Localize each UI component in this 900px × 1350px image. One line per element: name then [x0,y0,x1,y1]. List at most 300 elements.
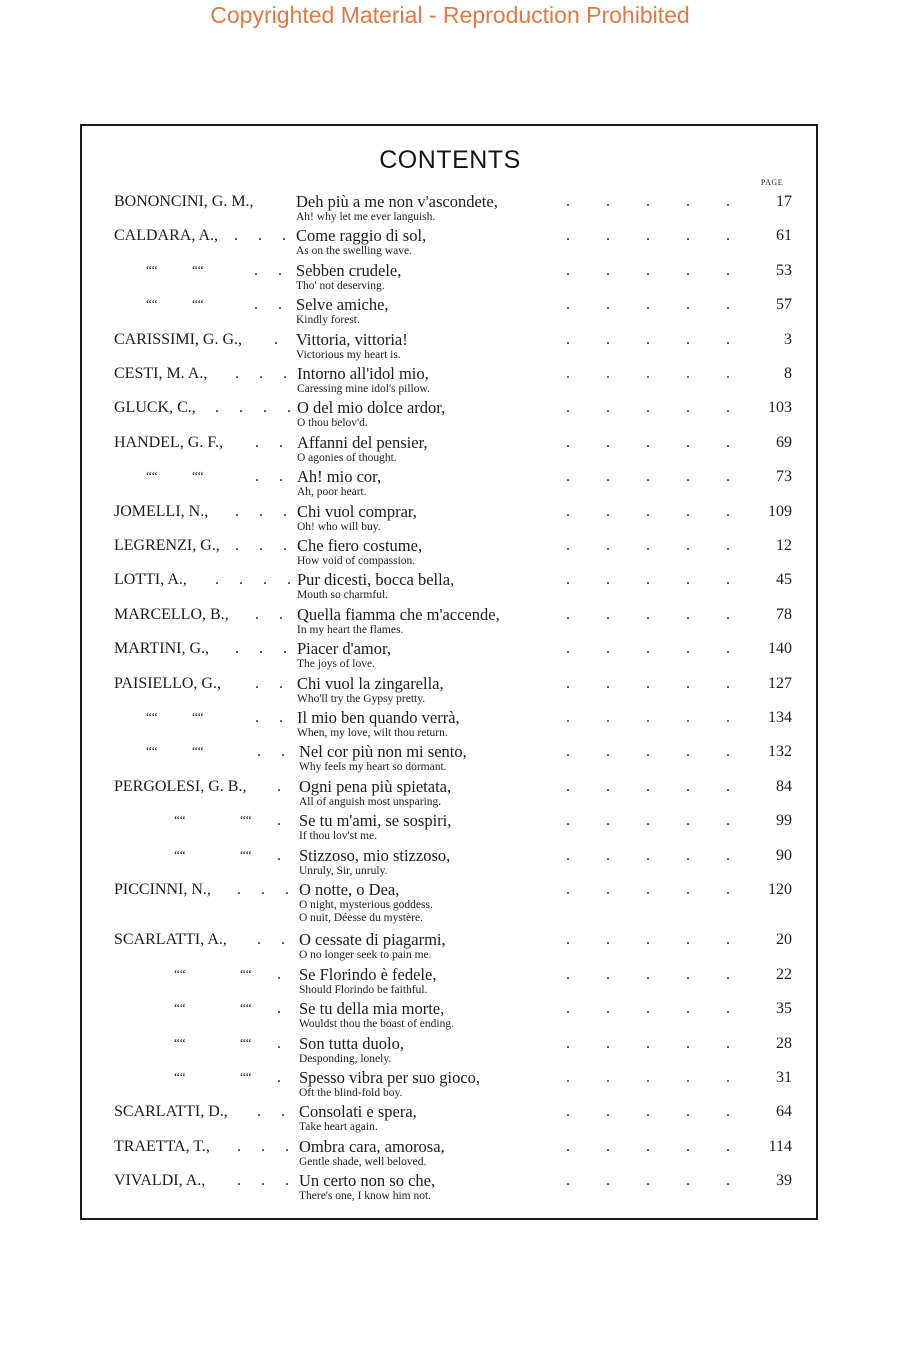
page-number: 64 [776,1103,792,1121]
leader-dot: . [686,1034,690,1052]
leader-dot: . [686,1172,690,1190]
leader-dot: . [646,709,650,726]
composer-name: BONONCINI, G. M., [114,193,254,210]
ditto-mark: ““ [240,965,252,981]
leader-dot: . [726,502,730,520]
leader-dot: . [686,1000,690,1018]
song-translation: O no longer seek to pain me. [299,949,432,962]
composer-leader-dots: . [277,1069,289,1086]
ditto-mark: ““ [192,468,204,484]
leader-dot: . [646,965,650,983]
leader-dot: . [646,1000,650,1018]
leader-dot: . [646,399,650,417]
table-row [0,812,900,846]
table-row [0,537,900,571]
page-number: 20 [776,931,792,949]
composer-leader-dots: . [277,965,289,983]
song-title: Ogni pena più spietata, All of anguish most unsparing. [299,776,452,808]
song-translation: O thou belov'd. [297,417,368,430]
song-title: Spesso vibra per suo gioco, Oft the blind-fold boy. [299,1068,481,1099]
ditto-mark: ““ [240,1000,252,1016]
song-translation: Oft the blind-fold boy. [299,1087,403,1099]
ditto-mark: ““ [174,1069,186,1084]
leader-dot: . [646,1137,650,1155]
page-number: 69 [776,433,792,451]
song-title: Se Florindo è fedele, Should Florindo be faithful. [299,964,437,996]
table-row [0,262,900,296]
leader-dot: . [726,1137,730,1155]
song-title: Quella fiamma che m'accende, In my heart the flames. [297,604,500,636]
page-number: 12 [776,537,792,554]
page-number: 140 [768,640,792,658]
leader-dot: . [646,571,650,589]
leader-dot: . [606,1103,610,1121]
composer-name: VIVALDI, A., [114,1172,206,1190]
table-row [0,1035,900,1069]
leader-dot: . [566,502,570,520]
composer-leader-dots: . . [255,605,291,623]
leader-dot: . [686,1069,690,1086]
song-title: Stizzoso, mio stizzoso, Unruly, Sir, unruly. [299,845,451,877]
composer-leader-dots: . [277,812,289,830]
song-translation: All of anguish most unsparing. [299,795,442,808]
leader-dot: . [606,640,610,658]
table-row [0,606,900,640]
table-row [0,1000,900,1034]
leader-dot: . [646,777,650,795]
leader-dot: . [686,709,690,726]
song-translation: Tho' not deserving. [296,279,385,292]
page-number: 61 [776,227,792,245]
leader-dot: . [606,571,610,589]
leader-dot: . [646,330,650,348]
composer-leader-dots: . . [255,433,291,451]
song-title: Chi vuol comprar, Oh! who will buy. [297,501,417,533]
ditto-mark: ““ [240,1034,252,1050]
leader-dot: . [566,743,570,761]
leader-dot: . [686,881,690,898]
ditto-mark: ““ [146,709,158,724]
leader-dot: . [606,433,610,451]
composer-name: CARISSIMI, G. G., [114,330,243,348]
leader-dot: . [566,1000,570,1018]
page-number: 31 [776,1069,792,1086]
leader-dot: . [646,881,650,898]
composer-leader-dots: . . [255,674,291,692]
leader-dot: . [726,709,730,726]
leader-dot: . [566,640,570,658]
composer-name: MARTINI, G., [114,640,210,658]
leader-dot: . [686,965,690,983]
song-translation: As on the swelling wave. [296,245,412,258]
song-title: Sebben crudele, Tho' not deserving. [296,260,402,292]
leader-dot: . [686,674,690,692]
song-translation: In my heart the flames. [297,623,404,636]
ditto-mark: ““ [192,261,204,277]
leader-dot: . [686,330,690,348]
leader-dot: . [726,365,730,382]
leader-dot: . [566,433,570,451]
composer-leader-dots: . . [255,468,291,486]
table-row [0,743,900,777]
leader-dot: . [686,931,690,949]
song-translation: When, my love, wilt thou return. [297,727,448,739]
ditto-mark: ““ [240,812,252,828]
page-number: 57 [776,296,792,314]
leader-dot: . [566,193,570,210]
leader-dot: . [646,931,650,949]
song-translation: O nuit, Déesse du mystère. [299,912,423,924]
page-number: 120 [768,881,792,898]
song-title: Vittoria, vittoria! Victorious my heart is. [296,329,408,361]
leader-dot: . [726,433,730,451]
song-title: Se tu della mia morte, Wouldst thou the boast of ending. [299,999,454,1031]
composer-leader-dots: . . . [237,881,297,898]
page-number: 114 [768,1137,792,1155]
leader-dot: . [726,1034,730,1052]
song-title: Ah! mio cor, Ah, poor heart. [297,467,382,499]
song-translation: Who'll try the Gypsy pretty. [297,692,426,705]
leader-dot: . [726,640,730,658]
leader-dot: . [566,709,570,726]
leader-dot: . [686,261,690,279]
page-number: 39 [776,1172,792,1190]
leader-dot: . [726,743,730,761]
composer-name: SCARLATTI, D., [114,1103,228,1121]
leader-dot: . [566,1137,570,1155]
ditto-mark: ““ [174,965,186,981]
leader-dot: . [726,399,730,417]
page-number: 17 [776,193,792,210]
leader-dot: . [686,846,690,864]
song-translation: Ah, poor heart. [297,486,367,499]
copyright-watermark: Copyrighted Material - Reproduction Prohibited [210,2,690,28]
leader-dot: . [606,777,610,795]
song-title: Consolati e spera, Take heart again. [299,1102,417,1134]
leader-dot: . [726,296,730,314]
song-title: Un certo non so che, There's one, I know him not. [299,1171,436,1203]
song-translation: Gentle shade, well beloved. [299,1155,427,1168]
leader-dot: . [566,881,570,898]
leader-dot: . [566,812,570,830]
composer-leader-dots: . . [257,743,293,761]
page-title: CONTENTS [379,146,521,174]
composer-leader-dots: . . . [235,502,295,520]
composer-leader-dots: . . . [237,1137,297,1155]
page-number: 90 [776,846,792,864]
ditto-mark: ““ [146,261,158,277]
song-translation: Why feels my heart so dormant. [299,761,447,774]
leader-dot: . [566,365,570,382]
table-row [0,880,900,924]
leader-dot: . [606,1069,610,1086]
leader-dot: . [566,1172,570,1190]
page-number: 73 [776,468,792,486]
leader-dot: . [606,365,610,382]
leader-dot: . [566,227,570,245]
song-translation: There's one, I know him not. [299,1190,432,1203]
song-title: Come raggio di sol, As on the swelling wave. [296,226,427,258]
page-number: 109 [768,502,792,520]
song-translation: O agonies of thought. [297,451,397,464]
song-title: Nel cor più non mi sento, Why feels my heart so dormant. [299,742,467,774]
song-translation: O night, mysterious goddess. [299,899,433,911]
ditto-mark: ““ [174,846,186,862]
leader-dot: . [686,1137,690,1155]
song-translation: Caressing mine idol's pillow. [297,383,430,395]
composer-leader-dots: . [277,1034,289,1052]
composer-name: MARCELLO, B., [114,605,229,623]
ditto-mark: ““ [192,709,204,724]
leader-dot: . [726,193,730,210]
leader-dot: . [646,1172,650,1190]
song-translation: The joys of love. [297,658,375,671]
ditto-mark: ““ [146,296,158,312]
leader-dot: . [726,1103,730,1121]
composer-leader-dots: . [277,1000,289,1018]
table-row [0,296,900,330]
leader-dot: . [686,296,690,314]
song-title: Chi vuol la zingarella, Who'll try the Gypsy pretty. [297,673,444,705]
leader-dot: . [726,674,730,692]
leader-dot: . [726,605,730,623]
table-row [0,966,900,1000]
leader-dot: . [686,605,690,623]
leader-dot: . [606,1137,610,1155]
song-translation: Oh! who will buy. [297,520,381,533]
leader-dot: . [726,965,730,983]
leader-dot: . [606,931,610,949]
leader-dot: . [606,965,610,983]
leader-dot: . [606,227,610,245]
leader-dot: . [566,1103,570,1121]
ditto-mark: ““ [174,1000,186,1016]
table-row [0,193,900,227]
composer-leader-dots: . . [257,931,293,949]
composer-leader-dots: . [277,846,289,864]
table-row [0,399,900,433]
leader-dot: . [726,1069,730,1086]
ditto-mark: ““ [240,846,252,862]
leader-dot: . [686,399,690,417]
composer-leader-dots: . . . [235,365,295,382]
table-row [0,434,900,468]
song-translation: Mouth so charmful. [297,589,389,602]
table-row [0,571,900,605]
leader-dot: . [726,1172,730,1190]
composer-leader-dots: . . . [234,227,294,245]
leader-dot: . [646,605,650,623]
table-row [0,365,900,399]
leader-dot: . [646,227,650,245]
leader-dot: . [606,330,610,348]
leader-dot: . [646,296,650,314]
ditto-mark: ““ [146,468,158,484]
song-translation: Ah! why let me ever languish. [296,211,436,223]
composer-leader-dots: . . [254,261,290,279]
leader-dot: . [686,468,690,486]
song-title: Pur dicesti, bocca bella, Mouth so charmful. [297,570,455,602]
leader-dot: . [686,537,690,554]
table-row [0,1103,900,1137]
song-title: Affanni del pensier, O agonies of thought. [297,432,428,464]
leader-dot: . [566,605,570,623]
leader-dot: . [646,468,650,486]
leader-dot: . [726,931,730,949]
ditto-mark: ““ [192,296,204,312]
leader-dot: . [686,743,690,761]
leader-dot: . [606,812,610,830]
song-title: Son tutta duolo, Desponding, lonely. [299,1033,404,1065]
leader-dot: . [566,965,570,983]
leader-dot: . [606,846,610,864]
song-title: Piacer d'amor, The joys of love. [297,639,391,671]
page-number: 132 [768,743,792,761]
table-row [0,1138,900,1172]
composer-name: HANDEL, G. F., [114,433,223,451]
leader-dot: . [726,777,730,795]
composer-name: PAISIELLO, G., [114,674,221,692]
composer-name: LEGRENZI, G., [114,537,220,554]
leader-dot: . [726,881,730,898]
leader-dot: . [686,640,690,658]
song-title: Che fiero costume, How void of compassion. [297,536,423,567]
composer-name: SCARLATTI, A., [114,931,227,949]
leader-dot: . [646,846,650,864]
leader-dot: . [566,931,570,949]
table-row [0,1172,900,1206]
leader-dot: . [646,502,650,520]
leader-dot: . [726,537,730,554]
leader-dot: . [686,502,690,520]
leader-dot: . [646,537,650,554]
song-title: Se tu m'ami, se sospiri, If thou lov'st me. [299,811,452,843]
leader-dot: . [646,640,650,658]
leader-dot: . [566,296,570,314]
leader-dot: . [606,502,610,520]
page-number: 3 [784,330,792,348]
leader-dot: . [646,1069,650,1086]
table-row [0,468,900,502]
composer-name: JOMELLI, N., [114,502,209,520]
leader-dot: . [686,227,690,245]
composer-leader-dots: . . [255,709,291,726]
composer-leader-dots: . . . [237,1172,297,1190]
leader-dot: . [566,1069,570,1086]
song-translation: Wouldst thou the boast of ending. [299,1018,454,1031]
composer-name: GLUCK, C., [114,399,196,417]
leader-dot: . [606,674,610,692]
leader-dot: . [686,777,690,795]
leader-dot: . [606,1172,610,1190]
song-translation: Take heart again. [299,1121,378,1134]
leader-dot: . [606,1034,610,1052]
composer-name: CESTI, M. A., [114,365,208,382]
leader-dot: . [686,365,690,382]
ditto-mark: ““ [146,743,158,759]
song-title: O notte, o Dea, O night, mysterious goddess. O nuit, Déesse du mystère. [299,880,433,924]
leader-dot: . [606,1000,610,1018]
page-column-header: PAGE [760,178,784,187]
leader-dot: . [566,537,570,554]
leader-dot: . [566,1034,570,1052]
leader-dot: . [566,674,570,692]
composer-leader-dots: . . [257,1103,293,1121]
page-number: 35 [776,1000,792,1018]
page-number: 78 [776,605,792,623]
leader-dot: . [726,261,730,279]
composer-leader-dots: . . . . [215,571,299,589]
song-title: Il mio ben quando verrà, When, my love, wilt thou return. [297,708,460,739]
leader-dot: . [646,1034,650,1052]
leader-dot: . [646,261,650,279]
table-row [0,847,900,881]
leader-dot: . [646,743,650,761]
table-row [0,778,900,812]
leader-dot: . [646,365,650,382]
leader-dot: . [686,571,690,589]
leader-dot: . [566,468,570,486]
composer-leader-dots: . [274,330,286,348]
table-row [0,931,900,965]
composer-leader-dots: . . . [235,537,295,554]
song-title: Ombra cara, amorosa, Gentle shade, well beloved. [299,1136,445,1168]
page-number: 99 [776,812,792,830]
leader-dot: . [726,571,730,589]
page-number: 53 [776,261,792,279]
song-title: Deh più a me non v'ascondete, Ah! why let me ever languish. [296,192,498,223]
composer-name: CALDARA, A., [114,227,219,245]
composer-leader-dots: . . [254,296,290,314]
song-translation: If thou lov'st me. [299,830,378,843]
table-row [0,1069,900,1103]
song-translation: Desponding, lonely. [299,1052,392,1065]
leader-dot: . [566,261,570,279]
leader-dot: . [606,709,610,726]
song-title: O del mio dolce ardor, O thou belov'd. [297,398,446,430]
composer-name: TRAETTA, T., [114,1137,210,1155]
table-row [0,675,900,709]
page-number: 22 [776,965,792,983]
leader-dot: . [726,1000,730,1018]
leader-dot: . [726,468,730,486]
page-number: 134 [768,709,792,726]
table-row [0,331,900,365]
leader-dot: . [686,1103,690,1121]
leader-dot: . [606,881,610,898]
page-number: 103 [768,399,792,417]
composer-leader-dots: . . . [235,640,295,658]
leader-dot: . [566,399,570,417]
leader-dot: . [606,261,610,279]
song-translation: How void of compassion. [297,555,416,567]
page-number: 84 [776,777,792,795]
page-number: 45 [776,571,792,589]
leader-dot: . [606,296,610,314]
song-title: Selve amiche, Kindly forest. [296,295,389,327]
table-row [0,640,900,674]
leader-dot: . [646,674,650,692]
leader-dot: . [606,743,610,761]
song-title: Intorno all'idol mio, Caressing mine idol's pillow. [297,364,430,395]
leader-dot: . [646,433,650,451]
leader-dot: . [646,1103,650,1121]
ditto-mark: ““ [192,743,204,759]
leader-dot: . [686,193,690,210]
song-translation: Victorious my heart is. [296,348,401,361]
leader-dot: . [726,812,730,830]
ditto-mark: ““ [174,812,186,828]
